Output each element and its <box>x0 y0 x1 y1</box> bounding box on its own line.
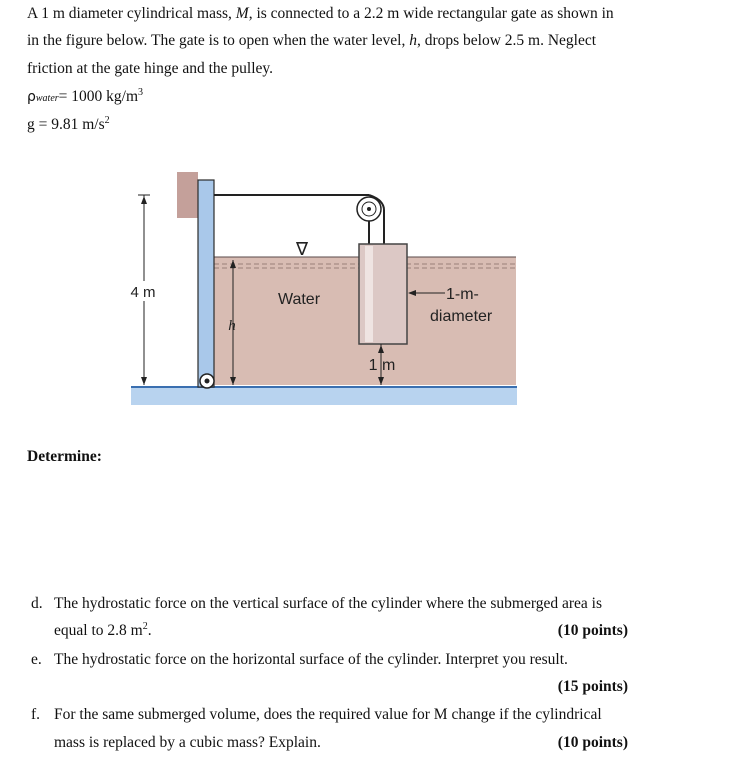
rho-symbol: ρ <box>27 89 36 105</box>
rho-value: = 1000 kg/m <box>58 88 139 105</box>
question-d-points: (10 points) <box>557 622 628 639</box>
dim-1m-label: 1 m <box>368 357 396 374</box>
question-d-text-1: The hydrostatic force on the vertical surface of the cylinder where the submerged area is <box>54 595 603 612</box>
question-e-text-1: The hydrostatic force on the horizontal surface of the cylinder. Interpret you result. <box>54 651 568 668</box>
rho-exponent: 3 <box>138 87 144 98</box>
question-d-text-2 <box>54 622 152 640</box>
question-d-text: equal to 2.8 m <box>54 622 143 639</box>
question-f-points: (10 points) <box>557 734 628 751</box>
dim-4m-label: 4 m <box>130 284 156 301</box>
intro-line-2 <box>27 32 596 50</box>
dim-h-label: h <box>228 318 236 334</box>
intro-text: , drops below 2.5 m. Neglect <box>416 32 597 49</box>
hinge-center <box>205 379 210 384</box>
wall-block <box>177 172 198 218</box>
question-d-exponent: 2 <box>142 621 148 632</box>
question-e-letter: e. <box>31 651 42 668</box>
g-value: g = 9.81 m/s <box>27 116 105 133</box>
gate <box>198 180 214 387</box>
intro-text: , is connected to a 2.2 m wide rectangular gate as shown in <box>248 5 614 22</box>
rho-subscript: water <box>35 93 59 104</box>
ground <box>131 388 517 405</box>
g-exponent: 2 <box>104 115 110 126</box>
intro-line-1 <box>27 5 614 23</box>
gate-figure <box>0 160 733 580</box>
intro-var-m: M <box>235 5 249 22</box>
intro-text: in the figure below. The gate is to open when the water level, <box>27 32 410 49</box>
arrow-up-icon <box>141 196 147 204</box>
question-f-letter: f. <box>31 706 41 723</box>
question-f-text-2: mass is replaced by a cubic mass? Explain. <box>54 734 321 751</box>
question-e-points: (15 points) <box>557 678 628 695</box>
diameter-label-1: 1-m- <box>446 286 479 303</box>
rho-constant <box>27 88 143 106</box>
intro-var-h: h <box>409 32 417 49</box>
intro-text: A 1 m diameter cylindrical mass, <box>27 5 236 22</box>
cylinder-highlight <box>365 246 373 342</box>
intro-line-3: friction at the gate hinge and the pulley. <box>27 60 274 77</box>
g-constant <box>27 116 110 134</box>
diameter-label-2: diameter <box>430 308 493 325</box>
question-d-letter: d. <box>31 595 43 612</box>
question-f-text-1: For the same submerged volume, does the required value for M change if the cylindrical <box>54 706 602 723</box>
pulley-center <box>367 207 371 211</box>
water-level-symbol: ∇ <box>295 239 309 259</box>
determine-heading: Determine: <box>27 448 102 465</box>
question-d-period: . <box>147 622 152 639</box>
water-label: Water <box>277 291 321 308</box>
arrow-down-icon <box>141 377 147 385</box>
